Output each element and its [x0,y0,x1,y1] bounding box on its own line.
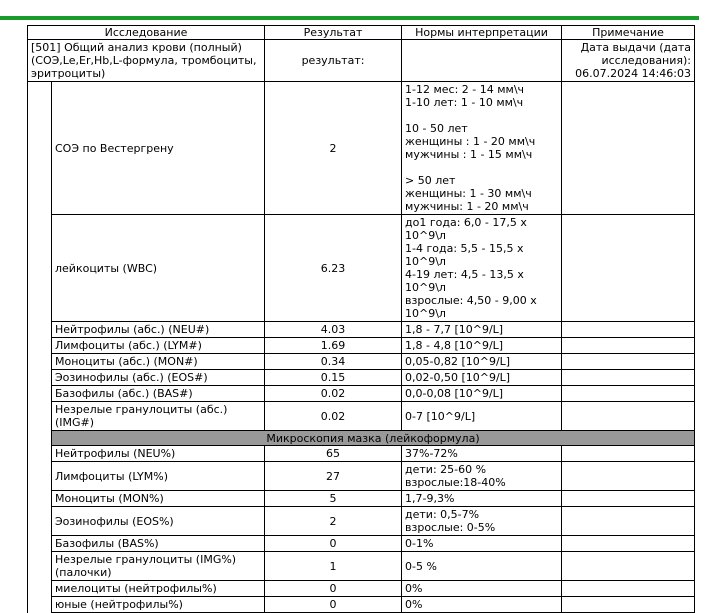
indent-cell [28,536,52,552]
test-name: Незрелые гранулоциты (IMG%) (палочки) [52,552,265,581]
test-norm: 1,8 - 7,7 [10^9/L] [402,322,562,338]
table-row [28,215,695,322]
table-row [28,370,695,386]
header-norms: Нормы интерпретации [402,26,562,40]
test-name: Базофилы (BAS%) [52,536,265,552]
test-note [562,536,695,552]
green-accent-bar [0,16,699,20]
test-note [562,491,695,507]
table-row [28,552,695,581]
test-note [562,338,695,354]
top-strip [0,0,721,14]
test-result: 6.23 [265,215,402,322]
test-note [562,446,695,462]
table-row [28,462,695,491]
indent-cell [28,322,52,338]
table-row [28,354,695,370]
indent-cell [28,370,52,386]
test-note [562,552,695,581]
test-norm: дети: 25-60 % взрослые:18-40% [402,462,562,491]
indent-cell [28,552,52,581]
lab-results-table [27,25,695,613]
test-norm: 0-5 % [402,552,562,581]
test-result: 2 [265,82,402,215]
test-result: 0.02 [265,402,402,431]
test-note [562,402,695,431]
test-norm: 0,02-0,50 [10^9/L] [402,370,562,386]
test-norm: дети: 0,5-7% взрослые: 0-5% [402,507,562,536]
test-name: Лимфоциты (абс.) (LYM#) [52,338,265,354]
test-name: Моноциты (MON%) [52,491,265,507]
test-note [562,370,695,386]
test-name: юные (нейтрофилы%) [52,597,265,613]
test-result: 65 [265,446,402,462]
test-name: Моноциты (абс.) (MON#) [52,354,265,370]
test-name: Базофилы (абс.) (BAS#) [52,386,265,402]
table-row [28,402,695,431]
test-norm: 0,0-0,08 [10^9/L] [402,386,562,402]
test-norm: 37%-72% [402,446,562,462]
table-row [28,338,695,354]
indent-cell [28,354,52,370]
test-result: 27 [265,462,402,491]
table-row [28,82,695,215]
test-name: миелоциты (нейтрофилы%) [52,581,265,597]
test-note [562,462,695,491]
test-norm: 0% [402,597,562,613]
table-row [28,507,695,536]
test-note [562,386,695,402]
test-note [562,82,695,215]
test-norm: 0-1% [402,536,562,552]
table-row [28,446,695,462]
table-row [28,386,695,402]
panel-norm [402,40,562,82]
test-note [562,581,695,597]
test-result: 4.03 [265,322,402,338]
indent-cell [28,491,52,507]
indent-cell [28,581,52,597]
table-header-row [28,26,695,40]
indent-cell [28,462,52,491]
table-row [28,536,695,552]
test-name: СОЭ по Вестергрену [52,82,265,215]
indent-cell [28,215,52,322]
test-name: Незрелые гранулоциты (абс.) (IMG#) [52,402,265,431]
test-result: 0 [265,536,402,552]
test-note [562,322,695,338]
test-name: Нейтрофилы (абс.) (NEU#) [52,322,265,338]
test-name: лейкоциты (WBC) [52,215,265,322]
test-note [562,354,695,370]
panel-name: [501] Общий анализ крови (полный)(СОЭ,Le,Er,Hb,L-формула, тромбоциты, эритроциты) [28,40,265,82]
indent-cell [28,507,52,536]
panel-result: результат: [265,40,402,82]
indent-cell [28,446,52,462]
table-row [28,491,695,507]
test-norm: 1,7-9,3% [402,491,562,507]
section-row [28,431,695,446]
test-result: 0.02 [265,386,402,402]
test-result: 0 [265,581,402,597]
indent-cell [28,338,52,354]
test-name: Нейтрофилы (NEU%) [52,446,265,462]
test-name: Лимфоциты (LYM%) [52,462,265,491]
test-result: 0 [265,597,402,613]
test-norm: 1-12 мес: 2 - 14 мм\ч 1-10 лет: 1 - 10 мм\ч 10 - 50 лет женщины : 1 - 20 мм\ч мужчины : 1 - 15 мм\ч > 50 лет женщины: 1 - 30 мм\ч мужчины: 1 - 20 мм\ч [402,82,562,215]
header-note: Примечание [562,26,695,40]
panel-row [28,40,695,82]
indent-cell [28,82,52,215]
table-row [28,581,695,597]
test-name: Эозинофилы (абс.) (EOS#) [52,370,265,386]
test-result: 1 [265,552,402,581]
test-norm: 1,8 - 4,8 [10^9/L] [402,338,562,354]
table-row [28,322,695,338]
header-study: Исследование [28,26,265,40]
test-note [562,215,695,322]
test-result: 0.34 [265,354,402,370]
test-result: 1.69 [265,338,402,354]
indent-cell [28,431,52,446]
test-name: Эозинофилы (EOS%) [52,507,265,536]
indent-cell [28,402,52,431]
test-norm: 0,05-0,82 [10^9/L] [402,354,562,370]
test-result: 2 [265,507,402,536]
test-result: 0.15 [265,370,402,386]
section-title: Микроскопия мазка (лейкоформула) [52,431,695,446]
test-norm: 0-7 [10^9/L] [402,402,562,431]
header-result: Результат [265,26,402,40]
panel-note: Дата выдачи (дата исследования): 06.07.2024 14:46:03 [562,40,695,82]
test-note [562,507,695,536]
indent-cell [28,386,52,402]
test-result: 5 [265,491,402,507]
test-norm: 0% [402,581,562,597]
test-norm: до1 года: 6,0 - 17,5 x 10^9\л 1-4 года: 5,5 - 15,5 x 10^9\л 4-19 лет: 4,5 - 13,5 x 10^9\л взрослые: 4,50 - 9,00 x 10^9\л [402,215,562,322]
